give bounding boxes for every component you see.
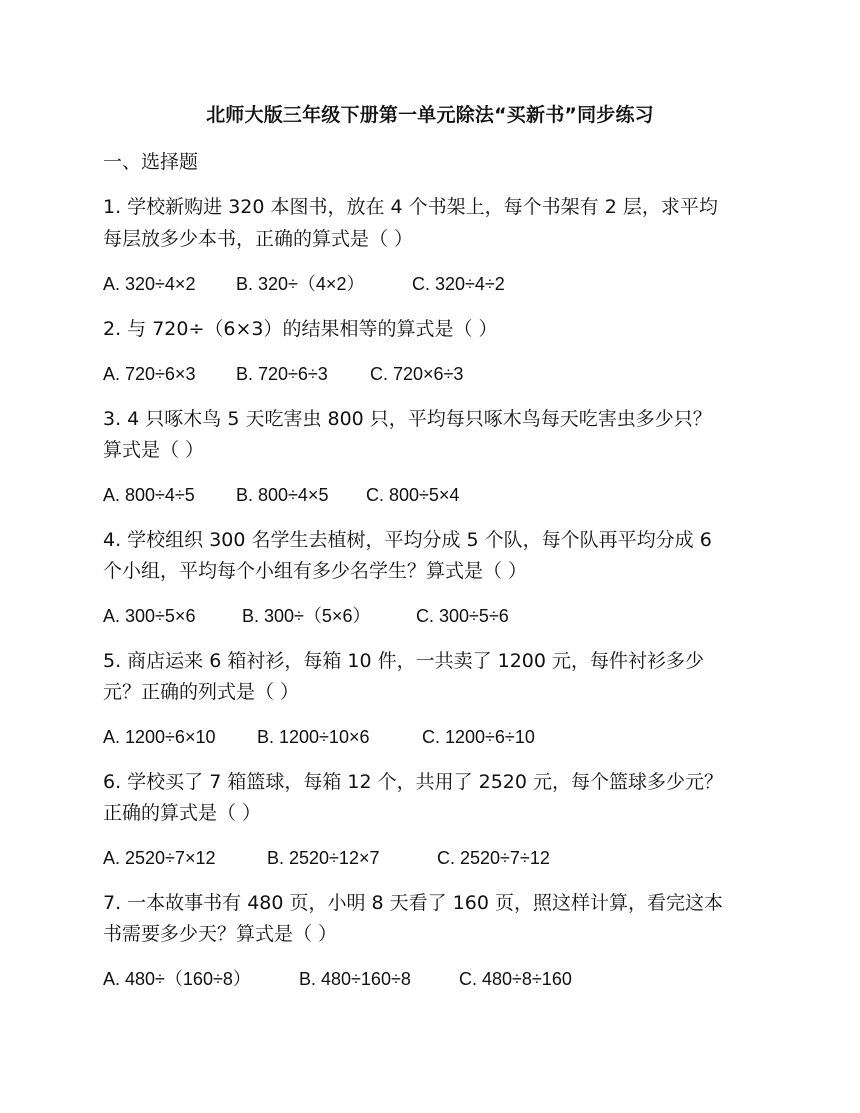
question-2-option-b: B. 720÷6÷3	[236, 364, 328, 384]
question-1-option-a: A. 320÷4×2	[103, 274, 196, 294]
question-1-line-2: 每层放多少本书，正确的算式是（ ）	[103, 228, 414, 250]
question-6-line-2: 正确的算式是（ ）	[103, 802, 262, 824]
question-4-line-2: 个小组，平均每个小组有多少名学生？算式是（ ）	[103, 560, 528, 582]
section-heading: 一、选择题	[103, 151, 199, 173]
question-5-option-c: C. 1200÷6÷10	[422, 727, 535, 747]
question-5-option-b: B. 1200÷10×6	[257, 727, 370, 747]
question-6-option-a: A. 2520÷7×12	[103, 848, 216, 868]
question-4-line-1: 4. 学校组织 300 名学生去植树，平均分成 5 个队，每个队再平均分成 6	[103, 529, 712, 551]
question-5-option-a: A. 1200÷6×10	[103, 727, 216, 747]
question-4-option-c: C. 300÷5÷6	[416, 606, 509, 626]
question-7-line-2: 书需要多少天？算式是（ ）	[103, 923, 338, 945]
question-1-line-1: 1. 学校新购进 320 本图书，放在 4 个书架上，每个书架有 2 层，求平均	[103, 196, 718, 218]
question-2-line-1: 2. 与 720÷（6×3）的结果相等的算式是（ ）	[103, 318, 498, 340]
question-3-line-2: 算式是（ ）	[103, 439, 205, 461]
question-6-line-1: 6. 学校买了 7 箱篮球，每箱 12 个，共用了 2520 元，每个篮球多少元？	[103, 771, 724, 793]
question-7-option-b: B. 480÷160÷8	[299, 969, 411, 989]
question-3-line-1: 3. 4 只啄木鸟 5 天吃害虫 800 只，平均每只啄木鸟每天吃害虫多少只？	[103, 408, 712, 430]
page-title: 北师大版三年级下册第一单元除法“买新书”同步练习	[206, 104, 654, 126]
question-5-line-1: 5. 商店运来 6 箱衬衫，每箱 10 件，一共卖了 1200 元，每件衬衫多少	[103, 650, 705, 672]
question-2-option-a: A. 720÷6×3	[103, 364, 196, 384]
question-6-option-b: B. 2520÷12×7	[267, 848, 380, 868]
question-3-option-b: B. 800÷4×5	[236, 485, 329, 505]
question-5-line-2: 元？正确的列式是（ ）	[103, 681, 300, 703]
question-4-option-b: B. 300÷（5×6）	[242, 606, 371, 626]
question-7-option-c: C. 480÷8÷160	[459, 969, 572, 989]
question-1-option-b: B. 320÷（4×2）	[236, 274, 365, 294]
question-4-option-a: A. 300÷5×6	[103, 606, 196, 626]
question-7-line-1: 7. 一本故事书有 480 页，小明 8 天看了 160 页，照这样计算，看完这本	[103, 892, 724, 914]
question-7-option-a: A. 480÷（160÷8）	[103, 969, 251, 989]
question-2-option-c: C. 720×6÷3	[370, 364, 464, 384]
question-6-option-c: C. 2520÷7÷12	[437, 848, 550, 868]
question-1-option-c: C. 320÷4÷2	[412, 274, 505, 294]
question-3-option-a: A. 800÷4÷5	[103, 485, 195, 505]
question-3-option-c: C. 800÷5×4	[366, 485, 460, 505]
